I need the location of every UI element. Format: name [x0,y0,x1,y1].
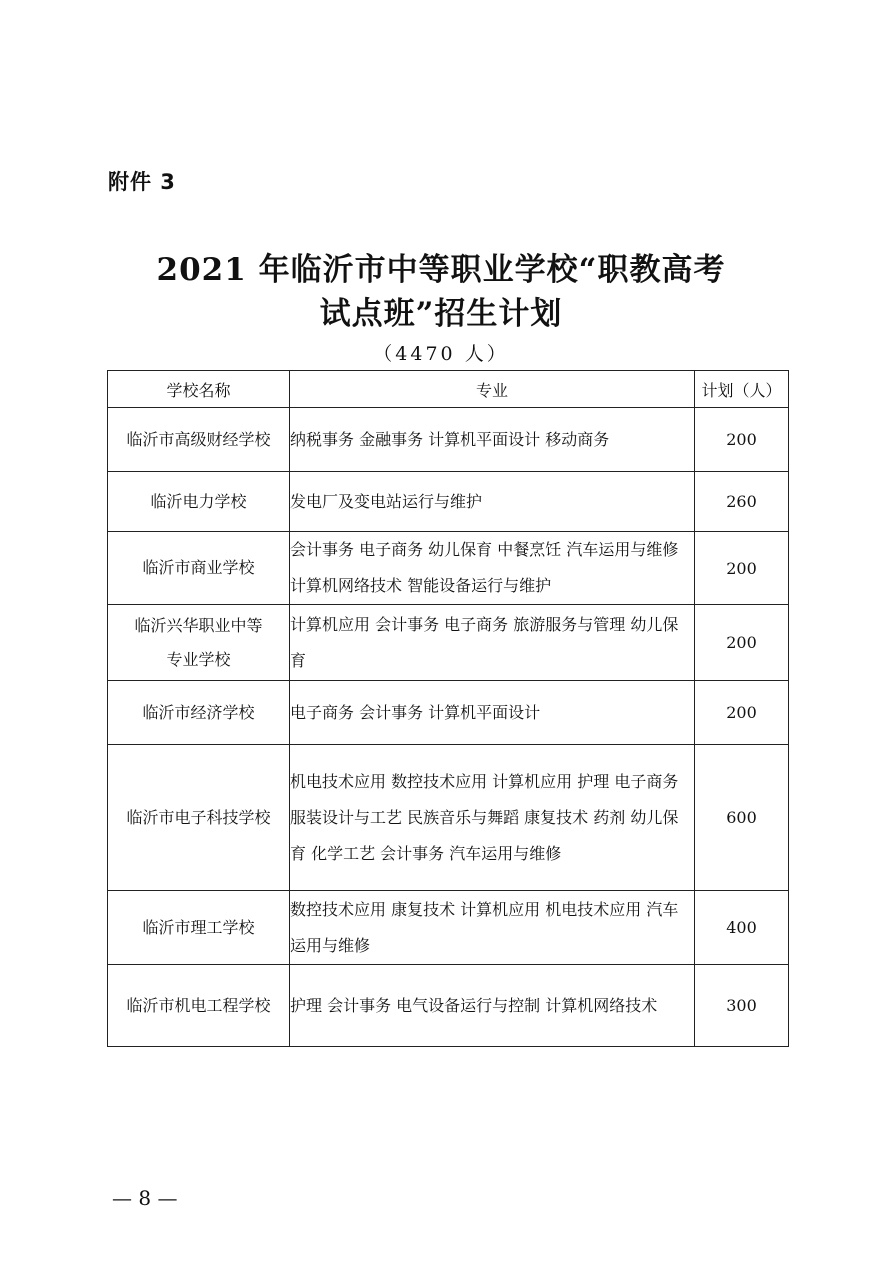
table-row [108,965,789,1047]
school-name: 临沂市商业学校 [108,532,290,605]
school-name: 临沂市机电工程学校 [108,965,290,1047]
plan-count: 200 [695,681,789,745]
total-quota: （4470 人） [373,343,509,365]
school-name: 临沂电力学校 [108,472,290,532]
school-majors: 会计事务 电子商务 幼儿保育 中餐烹饪 汽车运用与维修 计算机网络技术 智能设备运行与维护 [290,532,695,605]
table-row [108,745,789,891]
header-plan-count: 计划（人） [695,371,789,408]
table-row [108,472,789,532]
attachment-label: 附件 3 [108,170,176,194]
plan-count: 200 [695,605,789,681]
school-name: 临沂市经济学校 [108,681,290,745]
school-name: 临沂市电子科技学校 [108,745,290,891]
table-row [108,408,789,472]
plan-count: 260 [695,472,789,532]
plan-count: 200 [695,532,789,605]
header-school-name: 学校名称 [108,371,290,408]
plan-count: 300 [695,965,789,1047]
school-name: 临沂兴华职业中等专业学校 [108,605,290,681]
table-row [108,532,789,605]
school-majors: 数控技术应用 康复技术 计算机应用 机电技术应用 汽车运用与维修 [290,891,695,965]
school-name: 临沂市高级财经学校 [108,408,290,472]
school-majors: 纳税事务 金融事务 计算机平面设计 移动商务 [290,408,695,472]
plan-count: 400 [695,891,789,965]
school-majors: 机电技术应用 数控技术应用 计算机应用 护理 电子商务 服装设计与工艺 民族音乐与舞蹈 康复技术 药剂 幼儿保育 化学工艺 会计事务 汽车运用与维修 [290,745,695,891]
school-name: 临沂市理工学校 [108,891,290,965]
table-row [108,681,789,745]
enrollment-plan-table [107,370,789,1047]
page-number: — 8 — [112,1186,178,1210]
table-header-row [108,371,789,408]
school-majors: 计算机应用 会计事务 电子商务 旅游服务与管理 幼儿保育 [290,605,695,681]
school-majors: 护理 会计事务 电气设备运行与控制 计算机网络技术 [290,965,695,1047]
header-majors: 专业 [290,371,695,408]
school-majors: 电子商务 会计事务 计算机平面设计 [290,681,695,745]
table-row [108,605,789,681]
school-majors: 发电厂及变电站运行与维护 [290,472,695,532]
plan-count: 200 [695,408,789,472]
table-row [108,891,789,965]
plan-count: 600 [695,745,789,891]
document-title-line-1: 2021 年临沂市中等职业学校“职教高考 [156,252,726,288]
document-title-line-2: 试点班”招生计划 [319,296,563,332]
